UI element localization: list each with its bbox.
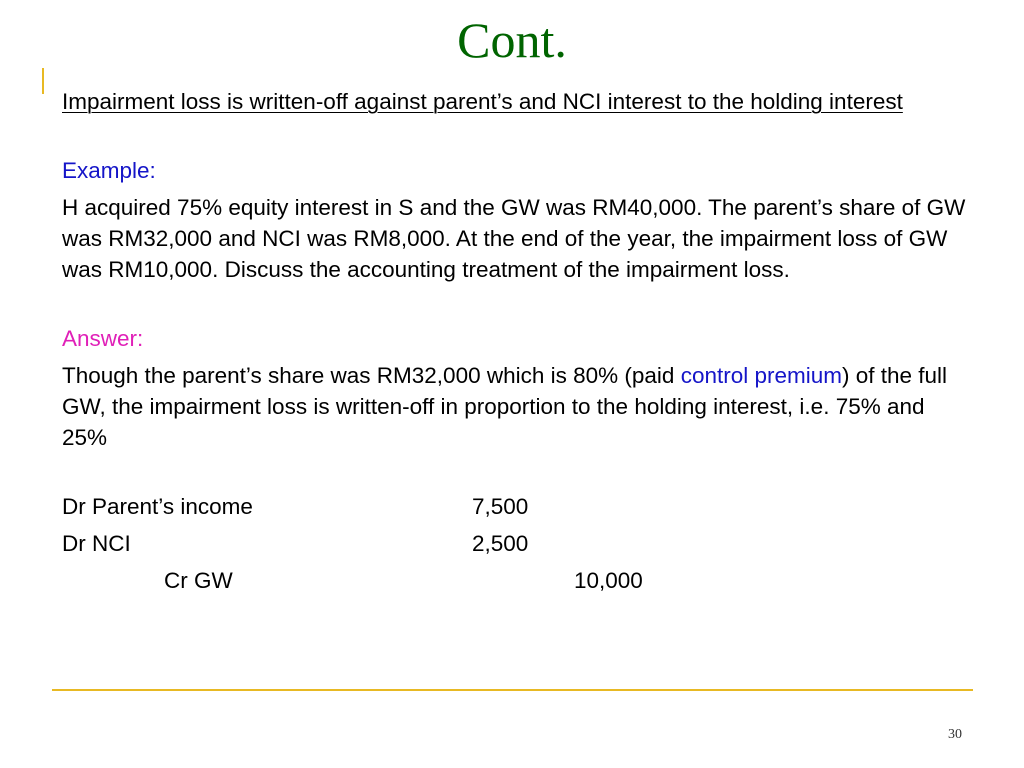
slide-body [62,86,972,602]
journal-account: Dr Parent’s income [62,494,253,519]
journal-account: Dr NCI [62,531,131,556]
page-number: 30 [948,727,962,742]
journal-row [62,491,972,528]
answer-text-after: ) of the full GW, the impairment loss is written-off in proportion to the holding interest, i.e. 75% and 25% [62,363,948,450]
journal-debit-amount: 2,500 [472,531,529,556]
slide-title-text: Cont. [451,12,573,68]
control-premium-term: control premium [680,363,842,388]
journal-debit-amount: 7,500 [472,494,529,519]
example-label: Example: [62,158,156,183]
answer-text-before: Though the parent’s share was RM32,000 which is 80% (paid [62,363,681,388]
slide-title [0,12,1024,68]
slide-heading: Impairment loss is written-off against parent’s and NCI interest to the holding interest [62,89,903,114]
frame-bottom-rule [52,689,973,691]
journal-row [62,565,972,602]
journal-credit-amount: 10,000 [574,568,643,593]
journal-row [62,528,972,565]
journal-account: Cr GW [164,568,233,593]
answer-text [62,360,972,453]
journal-entry [62,491,972,602]
answer-label: Answer: [62,326,144,351]
example-text: H acquired 75% equity interest in S and the GW was RM40,000. The parent’s share of GW was RM32,000 and NCI was RM8,000. At the end of the year, the impairment loss of GW was RM10,000. Discuss the accounting treatment of the impairment loss. [62,195,966,282]
